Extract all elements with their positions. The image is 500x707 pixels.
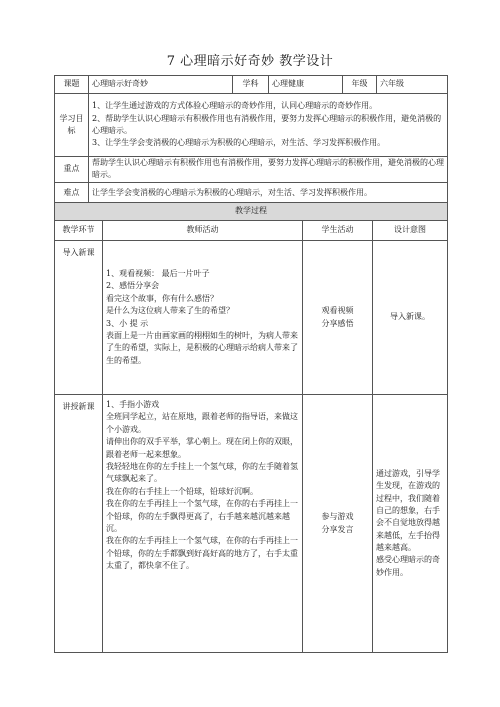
goal-item: 2、帮助学生认识心理暗示有积极作用也有消极作用，要努力发挥心理暗示的积极作用，避免消极的心理暗示。 [92,113,442,135]
grade-value: 六年级 [377,76,448,94]
teacher-line: 表面上是一片由画家画的栩栩如生的树叶，为病人带来了生的希望，实际上，是积极的心理暗示给病人带来了生的希望。 [106,330,298,365]
stage-intro: 导入新课 [55,241,103,395]
subject-value: 心理健康 [269,76,343,94]
goals-label [55,94,89,157]
teacher-line: 是什么为这位病人带来了生的希望？ [106,306,234,316]
teacher-line: 1、观看视频： 最后一片叶子 [106,268,210,278]
student-line: 分享感悟 [321,318,354,328]
teacher-line: 全班同学起立，站在原地，跟着老师的指导语，来做这个小游戏。 [106,412,298,434]
col-stage: 教学环节 [55,221,103,241]
difficult-point: 让学生学会变消极的心理暗示为积极的心理暗示，对生活、学习发挥积极作用。 [89,182,448,204]
goals-cell [89,94,448,157]
key-point: 帮助学生认识心理暗示有积极作用也有消极作用，要努力发挥心理暗示的积极作用，避免消极的心理暗示。 [89,157,448,183]
col-intent: 设计意图 [373,221,448,241]
subject-label: 学科 [233,76,269,94]
teacher-activity-new [103,395,303,653]
teacher-line: 看完这个故事，你有什么感悟？ [106,293,218,303]
difficult-label: 难点 [55,182,89,204]
student-line: 观看视频 [321,306,354,316]
student-activity-new [303,395,373,653]
teacher-line: 我在你的右手挂上一个铅球，铅球好沉啊。 [106,486,258,496]
goals-label-text: 学习目标 [59,113,84,135]
teacher-line: 1、手指小游戏 [106,400,160,409]
col-teacher: 教师活动 [103,221,303,241]
col-student: 学生活动 [303,221,373,241]
topic-value: 心理暗示好奇妙 [89,76,233,94]
stage-new: 讲授新课 [55,395,103,653]
teacher-line: 我在你的左手再挂上一个氢气球，在你的右手再挂上一个铅球，你的左手飘得更高了，右手越来越沉越来越沉。 [106,499,298,533]
intent-new [373,395,448,653]
info-table [54,75,448,205]
goal-item: 3、让学生学会变消极的心理暗示为积极的心理暗示，对生活、学习发挥积极作用。 [92,138,386,148]
key-label: 重点 [55,157,89,183]
teacher-line: 2、感悟分享会 [106,281,160,291]
goal-item: 1、让学生通过游戏的方式体验心理暗示的奇妙作用，认同心理暗示的奇妙作用。 [92,101,378,111]
student-activity-intro [303,241,373,395]
teacher-line: 我在你的左手再挂上一个氢气球，在你的右手再挂上一个铅球，你的左手都飘到好高好高的地方了，右手太重太重了，都快拿不住了。 [106,536,298,571]
process-heading: 教学过程 [55,203,448,221]
intent-line: 感受心理暗示的奇妙作用。 [376,555,440,577]
teacher-line: 3、小 提 示 [106,318,149,328]
intent-intro: 导入新课。 [373,241,448,395]
student-line: 分享发言 [321,524,354,534]
teacher-line: 我轻轻地在你的左手挂上一个氢气球，你的左手随着氢气球飘起来了。 [106,461,298,484]
teacher-line: 请伸出你的双手平举，掌心朝上。现在闭上你的双眼，跟着老师一起来想象。 [106,437,298,459]
page-title: 7 心理暗示好奇妙 教学设计 [166,54,334,69]
intent-line: 通过游戏，引导学生发现，在游戏的过程中，我们随着自己的想象，右手会不自觉地放得越来越低，左手抬得越来越高。 [376,468,440,553]
teacher-activity-intro [103,241,303,395]
grade-label: 年级 [343,76,377,94]
process-table [54,202,448,653]
student-line: 参与游戏 [321,512,354,522]
topic-label: 课题 [55,76,89,94]
